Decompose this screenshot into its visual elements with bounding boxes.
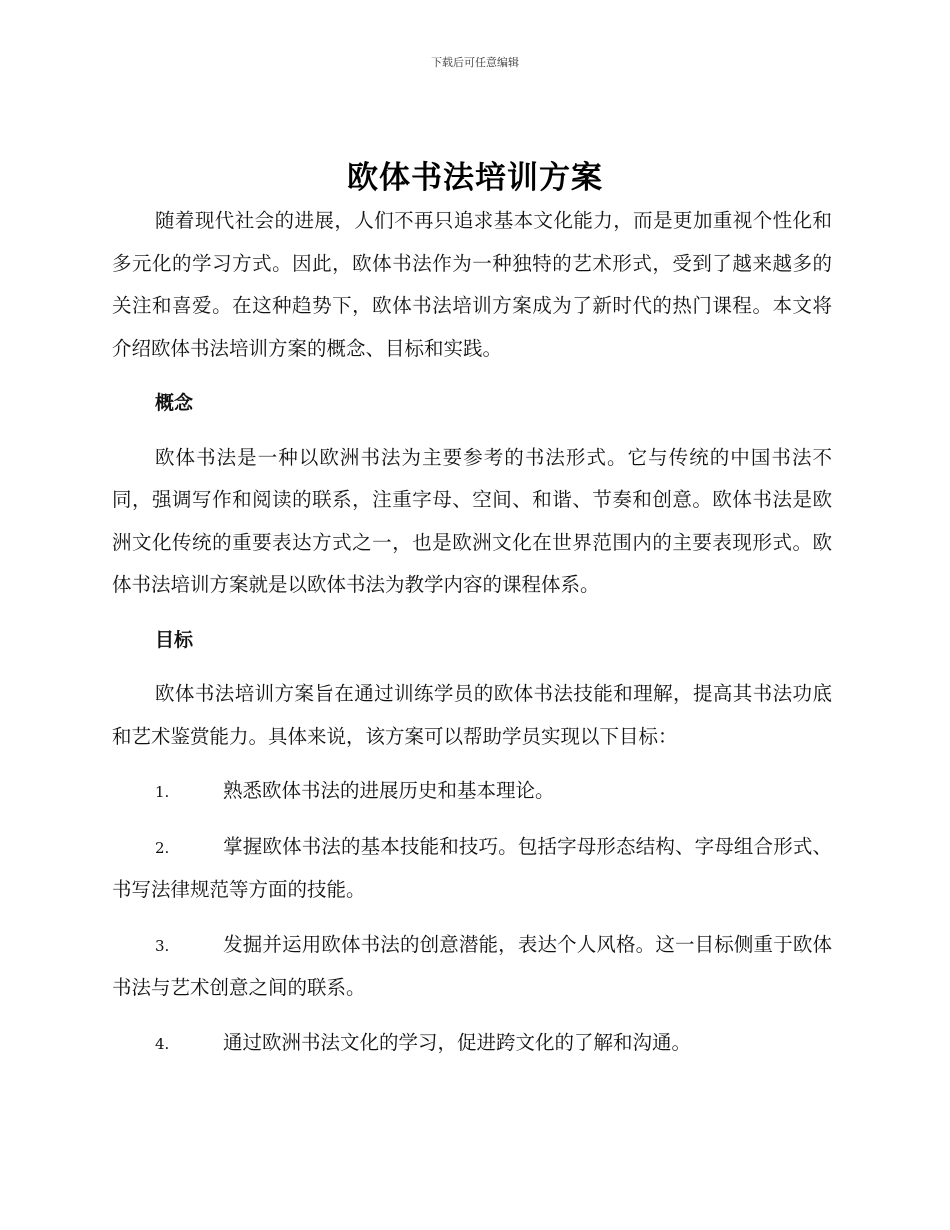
spacer [112,607,832,619]
concept-paragraph: 欧体书法是一种以欧洲书法为主要参考的书法形式。它与传统的中国书法不同，强调写作和阅读的联系，注重字母、空间、和谐、节奏和创意。欧体书法是欧洲文化传统的重要表达方式之一，也是欧洲文化在世界范围内的主要表现形式。欧体书法培训方案就是以欧体书法为教学内容的课程体系。 [112,445,832,596]
spacer [112,425,832,437]
goals-paragraph: 欧体书法培训方案旨在通过训练学员的欧体书法技能和理解，提高其书法功底和艺术鉴赏能力。具体来说，该方案可以帮助学员实现以下目标： [112,682,832,748]
spacer [112,814,832,826]
page-header-note: 下载后可任意编辑 [431,56,519,69]
goal-list-item [112,770,832,814]
document-body [112,200,832,1065]
goal-list-item [112,1022,832,1066]
list-text: 通过欧洲书法文化的学习，促进跨文化的了解和沟通。 [223,1030,692,1054]
list-text: 掌握欧体书法的基本技能和技巧。包括字母形态结构、字母组合形式、书写法律规范等方面的技能。 [112,834,832,901]
list-number: 4. [155,1034,170,1053]
spacer [112,370,832,382]
list-text: 发掘并运用欧体书法的创意潜能，表达个人风格。这一目标侧重于欧体书法与艺术创意之间的联系。 [112,932,832,999]
intro-paragraph: 随着现代社会的进展，人们不再只追求基本文化能力，而是更加重视个性化和多元化的学习方式。因此，欧体书法作为一种独特的艺术形式，受到了越来越多的关注和喜爱。在这种趋势下，欧体书法培训方案成为了新时代的热门课程。本文将介绍欧体书法培训方案的概念、目标和实践。 [112,209,832,360]
list-number: 2. [155,838,170,857]
list-number: 3. [155,936,170,955]
goal-list-item [112,826,832,912]
section-heading-concept: 概念 [155,392,194,414]
spacer [112,1010,832,1022]
spacer [112,758,832,770]
spacer [112,912,832,924]
document-title: 欧体书法培训方案 [347,160,603,196]
section-heading-goals: 目标 [155,628,194,651]
list-number: 1. [155,783,170,801]
spacer [112,661,832,673]
list-text: 熟悉欧体书法的进展历史和基本理论。 [223,779,555,802]
goal-list-item [112,924,832,1010]
